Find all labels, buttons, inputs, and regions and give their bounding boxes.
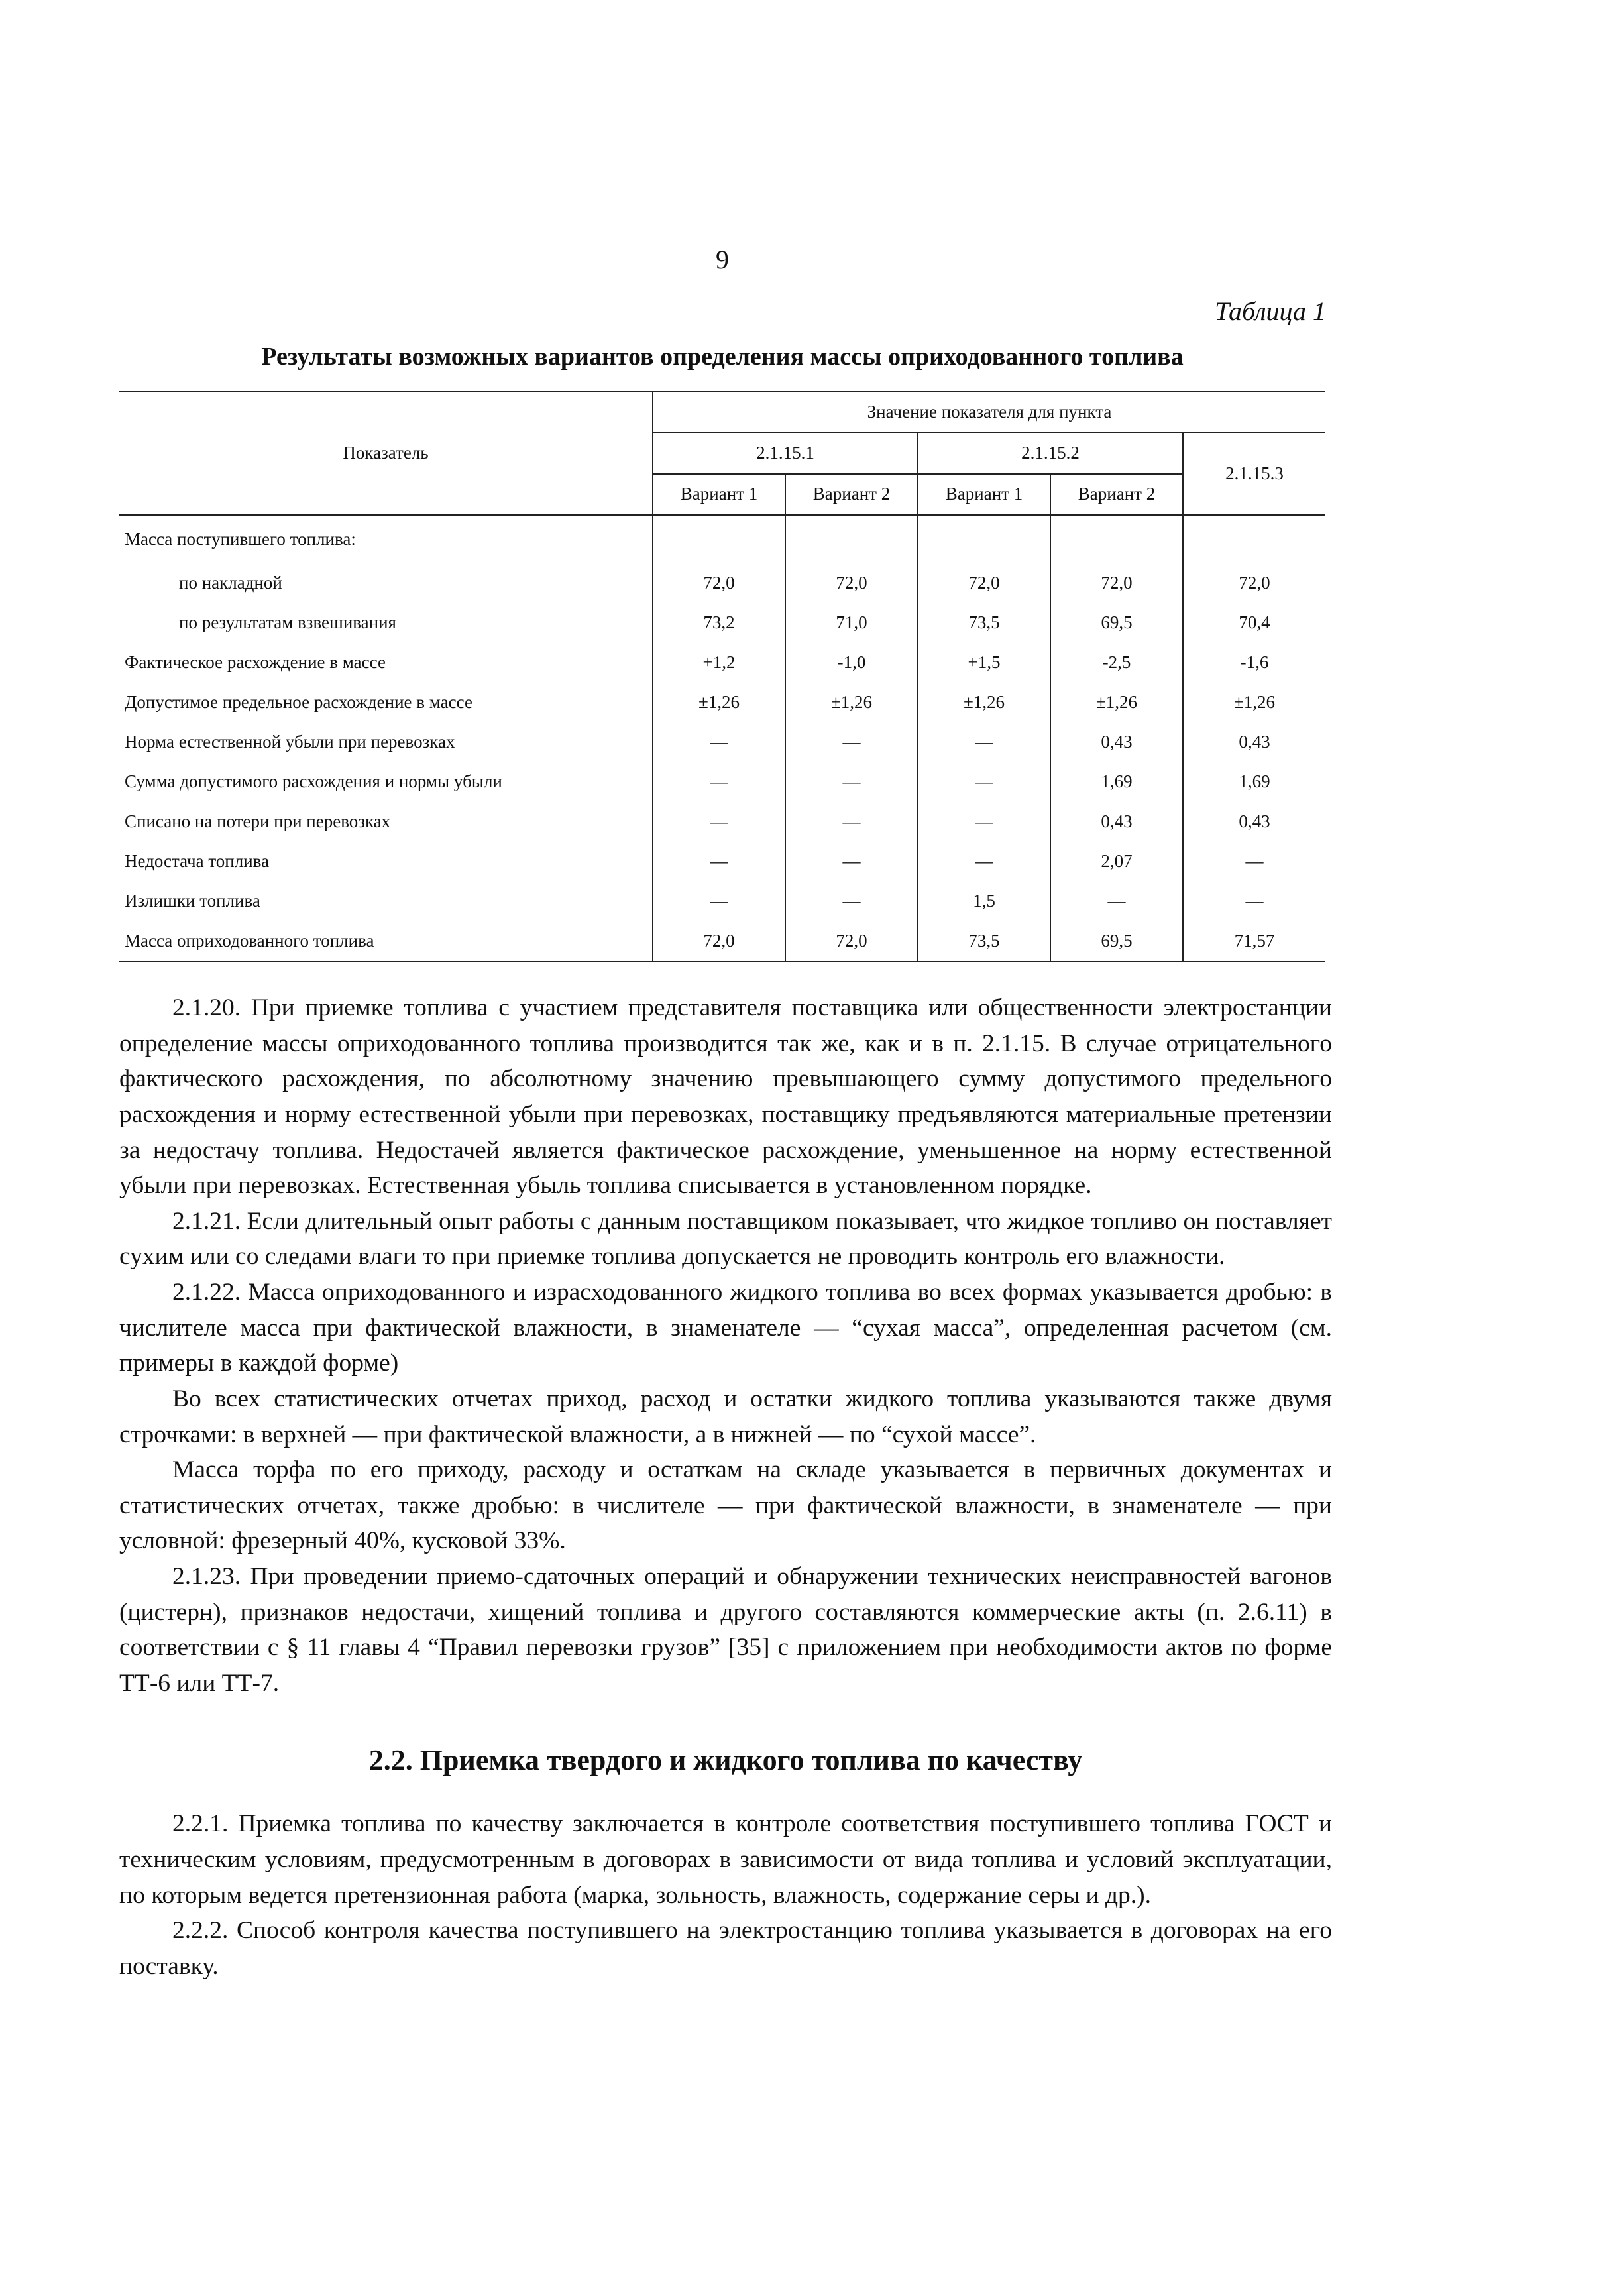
cell-value: +1,2 (653, 643, 785, 683)
cell-value: 0,43 (1183, 802, 1325, 842)
cell-value: 73,5 (918, 921, 1050, 962)
cell-value: 1,69 (1183, 762, 1325, 802)
table-row (119, 722, 1325, 762)
cell-value: 70,4 (1183, 603, 1325, 643)
cell-value: 72,0 (653, 563, 785, 603)
header-point-2: 2.1.15.2 (918, 433, 1183, 474)
cell-value: 71,57 (1183, 921, 1325, 962)
cell-value (785, 515, 918, 563)
cell-value: -1,0 (785, 643, 918, 683)
cell-value: 72,0 (785, 563, 918, 603)
cell-value: — (785, 882, 918, 921)
cell-value: — (1183, 842, 1325, 882)
cell-value: 69,5 (1050, 921, 1183, 962)
cell-value: — (1050, 882, 1183, 921)
cell-value: +1,5 (918, 643, 1050, 683)
paragraph-2-1-23: 2.1.23. При проведении приемо-сдаточных операций и обнаружении технических неисправностей вагонов (цистерн), признаков недостачи, хищений топлива и другого составляются коммерческие акты (п. 2.6.11) в соответствии с § 11 главы 4 “Правил перевозки грузов” [35] с приложением при необходимости актов по форме ТТ-6 или ТТ-7. (119, 1563, 1332, 1697)
header-point-1: 2.1.15.1 (653, 433, 918, 474)
cell-value: ±1,26 (1050, 683, 1183, 722)
row-label: Сумма допустимого расхождения и нормы убыли (125, 772, 502, 792)
header-variant: Вариант 2 (785, 474, 918, 515)
header-variant: Вариант 2 (1050, 474, 1183, 515)
cell-value: — (918, 762, 1050, 802)
row-label: Норма естественной убыли при перевозках (125, 732, 455, 752)
cell-value: 72,0 (918, 563, 1050, 603)
table-row (119, 515, 1325, 563)
cell-value: — (653, 842, 785, 882)
cell-value (653, 515, 785, 563)
row-label: Недостача топлива (125, 851, 270, 872)
header-indicator: Показатель (119, 392, 653, 515)
table-row (119, 802, 1325, 842)
cell-value: — (653, 802, 785, 842)
row-label: по накладной (179, 573, 282, 593)
cell-value: — (785, 762, 918, 802)
paragraph-statistics: Во всех статистических отчетах приход, расход и остатки жидкого топлива указываются также двумя строчками: в верхней — при фактической влажности, а в нижней — по “сухой массе”. (119, 1385, 1332, 1448)
cell-value: — (918, 842, 1050, 882)
header-variant: Вариант 1 (918, 474, 1050, 515)
cell-value: ±1,26 (918, 683, 1050, 722)
row-label: Масса оприходованного топлива (119, 921, 653, 962)
cell-value: — (653, 722, 785, 762)
cell-value: 0,43 (1050, 802, 1183, 842)
cell-value (1050, 515, 1183, 563)
cell-value: 73,5 (918, 603, 1050, 643)
cell-value: — (918, 802, 1050, 842)
cell-value: 72,0 (1183, 563, 1325, 603)
cell-value: — (785, 722, 918, 762)
row-label: Списано на потери при перевозках (125, 811, 391, 832)
cell-value: — (653, 882, 785, 921)
paragraph-peat: Масса торфа по его приходу, расходу и остаткам на складе указывается в первичных документах и статистических отчетах, также дробью: в числителе — при фактической влажности, в знаменателе — при условной: фрезерный 40%, кусковой 33%. (119, 1456, 1332, 1555)
row-label: по результатам взвешивания (179, 612, 396, 633)
cell-value: -1,6 (1183, 643, 1325, 683)
paragraph-2-1-20: 2.1.20. При приемке топлива с участием представителя поставщика или общественности электростанции определение массы оприходованного топлива производится так же, как и в п. 2.1.15. В случае отрицательного фактического расхождения, по абсолютному значению превышающего сумму допустимого предельного расхождения и норму естественной убыли при перевозках, поставщику предъявляются материальные претензии за недостачу топлива. Недостачей является фактическое расхождение, уменьшенное на норму естественной убыли при перевозках. Естественная убыль топлива списывается в установленном порядке. (119, 994, 1332, 1200)
row-label: Масса поступившего топлива: (125, 529, 356, 549)
table-row (119, 643, 1325, 683)
cell-value: 1,5 (918, 882, 1050, 921)
table-row (119, 882, 1325, 921)
results-table (119, 391, 1325, 962)
header-variant: Вариант 1 (653, 474, 785, 515)
page-number: 9 (716, 245, 729, 274)
paragraph-2-1-22: 2.1.22. Масса оприходованного и израсходованного жидкого топлива во всех формах указывается дробью: в числителе масса при фактической влажности, в знаменателе — “сухая масса”, определенная расчетом (см. примеры в каждой форме) (119, 1279, 1332, 1377)
paragraph-2-2-2: 2.2.2. Способ контроля качества поступившего на электростанцию топлива указывается в договорах на его поставку. (119, 1917, 1332, 1980)
cell-value: 72,0 (785, 921, 918, 962)
cell-value: 69,5 (1050, 603, 1183, 643)
table-title: Результаты возможных вариантов определения массы оприходованного топлива (261, 343, 1184, 371)
cell-value (918, 515, 1050, 563)
table-row (119, 842, 1325, 882)
cell-value: — (1183, 882, 1325, 921)
body-text (119, 990, 1332, 1984)
cell-value: — (653, 762, 785, 802)
cell-value: 0,43 (1183, 722, 1325, 762)
cell-value: -2,5 (1050, 643, 1183, 683)
paragraph-2-2-1: 2.2.1. Приемка топлива по качеству заключается в контроле соответствия поступившего топлива ГОСТ и техническим условиям, предусмотренным в договорах в зависимости от вида топлива и условий эксплуатации, по которым ведется претензионная работа (марка, зольность, влажность, содержание серы и др.). (119, 1810, 1332, 1909)
row-label: Фактическое расхождение в массе (125, 652, 386, 673)
row-label: Допустимое предельное расхождение в массе (125, 692, 472, 713)
header-group: Значение показателя для пункта (653, 392, 1325, 433)
cell-value: 0,43 (1050, 722, 1183, 762)
cell-value: ±1,26 (1183, 683, 1325, 722)
cell-value: ±1,26 (653, 683, 785, 722)
cell-value: 2,07 (1050, 842, 1183, 882)
table-row (119, 563, 1325, 603)
cell-value: 1,69 (1050, 762, 1183, 802)
section-heading: 2.2. Приемка твердого и жидкого топлива по качеству (368, 1743, 1083, 1776)
table-row (119, 921, 1325, 962)
cell-value: ±1,26 (785, 683, 918, 722)
table-row (119, 603, 1325, 643)
cell-value: 72,0 (1050, 563, 1183, 603)
cell-value: 73,2 (653, 603, 785, 643)
row-label: Излишки топлива (125, 891, 260, 911)
cell-value: 72,0 (653, 921, 785, 962)
table-row (119, 683, 1325, 722)
paragraph-2-1-21: 2.1.21. Если длительный опыт работы с данным поставщиком показывает, что жидкое топливо он поставляет сухим или со следами влаги то при приемке топлива допускается не проводить контроль его влажности. (119, 1207, 1332, 1271)
header-point-3: 2.1.15.3 (1183, 433, 1325, 515)
cell-value (1183, 515, 1325, 563)
table-caption: Таблица 1 (1215, 296, 1326, 326)
cell-value: 71,0 (785, 603, 918, 643)
cell-value: — (918, 722, 1050, 762)
table-row (119, 762, 1325, 802)
cell-value: — (785, 802, 918, 842)
cell-value: — (785, 842, 918, 882)
